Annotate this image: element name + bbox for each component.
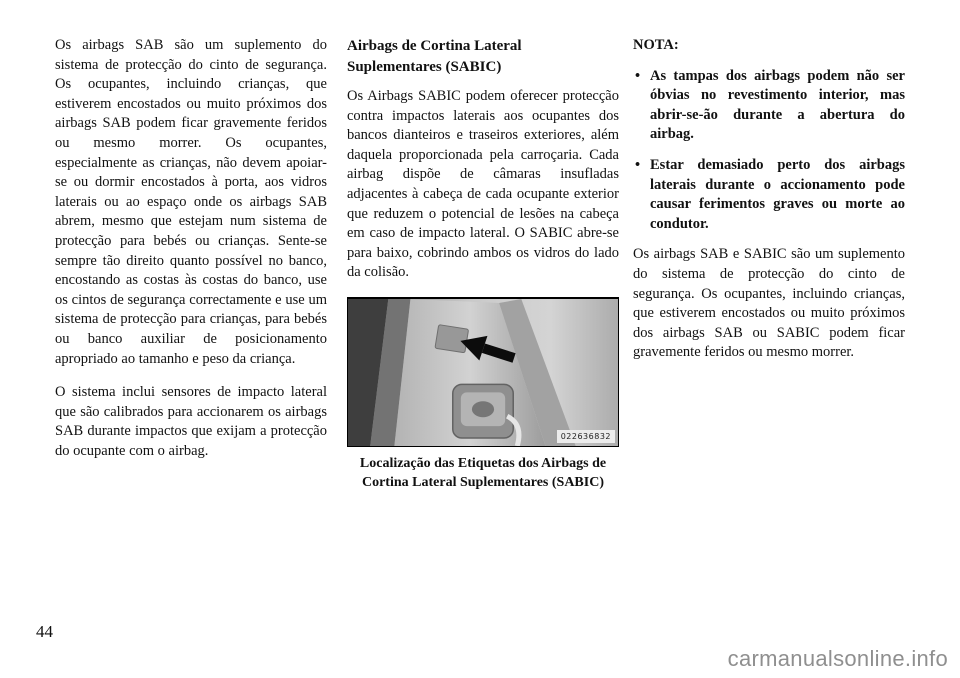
list-item: • Estar demasiado perto dos airbags laterais durante o accionamento pode causar ferimentos graves ou morte ao condutor. [633, 156, 905, 234]
nota-heading: NOTA: [633, 37, 679, 53]
paragraph: Os Airbags SABIC podem oferecer protecção contra impactos laterais aos ocupantes dos bancos dianteiros e traseiros exteriores, além daquela proporcionada pela carroçaria. Cada airbag dispõe de câmaras insufladas adjacentes à cabeça de cada ocupante exterior que reduzem o potencial de lesões na cabeça em caso de impacto lateral. O SABIC abre-se para baixo, cobrindo ambos os vidros do lado da colisão. [347, 88, 619, 281]
column-middle [347, 36, 619, 492]
figure-caption: Localização das Etiquetas dos Airbags de Cortina Lateral Suplementares (SABIC) [359, 455, 607, 490]
nota-bullet-list [633, 67, 905, 235]
airbag-warning-label [435, 325, 469, 353]
page-number: 44 [36, 622, 53, 641]
paragraph: Os airbags SAB são um suplemento do sistema de protecção do cinto de segurança. Os ocupantes, incluindo crianças, que estiverem encostados ou muito próximos dos airbags SAB podem ficar gravemente feridos ou mesmo morrer. Os ocupantes, especialmente as crianças, não devem apoiar-se ou dormir encostados à porta, aos vidros laterais ou ao espaço onde os airbags SAB abrem, mesmo que estejam num sistema de protecção para bebés ou crianças. Sente-se sempre tão direito quanto possível no banco, encostando as costas às costas do banco, use os cintos de segurança correctamente e use um sistema de protecção para crianças, para bebés ou banco auxiliar de posicionamento apropriado ao tamanho e peso da criança. [55, 37, 327, 367]
section-heading: Airbags de Cortina Lateral Suplementares (SABIC) [347, 38, 522, 75]
pillar-photo [348, 299, 618, 446]
column-left [55, 36, 327, 475]
figure-photo [347, 297, 619, 447]
list-item: • As tampas dos airbags podem não ser óbvias no revestimento interior, mas abrir-se-ão durante a abertura do airbag. [633, 67, 905, 145]
column-right [633, 36, 905, 377]
paragraph: O sistema inclui sensores de impacto lateral que são calibrados para accionarem os airbags SAB durante impactos que exijam a protecção do ocupante com o airbag. [55, 384, 327, 459]
watermark: carmanualsonline.info [727, 646, 948, 671]
photo-id-label: 022636832 [557, 430, 615, 443]
seatbelt-adjuster [453, 384, 519, 446]
paragraph: Os airbags SAB e SABIC são um suplemento do sistema de protecção do cinto de segurança. Os ocupantes, incluindo crianças, que estiverem encostados ou muito próximos dos airbags SAB ou SABIC podem ficar gravemente feridos ou mesmo morrer. [633, 246, 905, 361]
